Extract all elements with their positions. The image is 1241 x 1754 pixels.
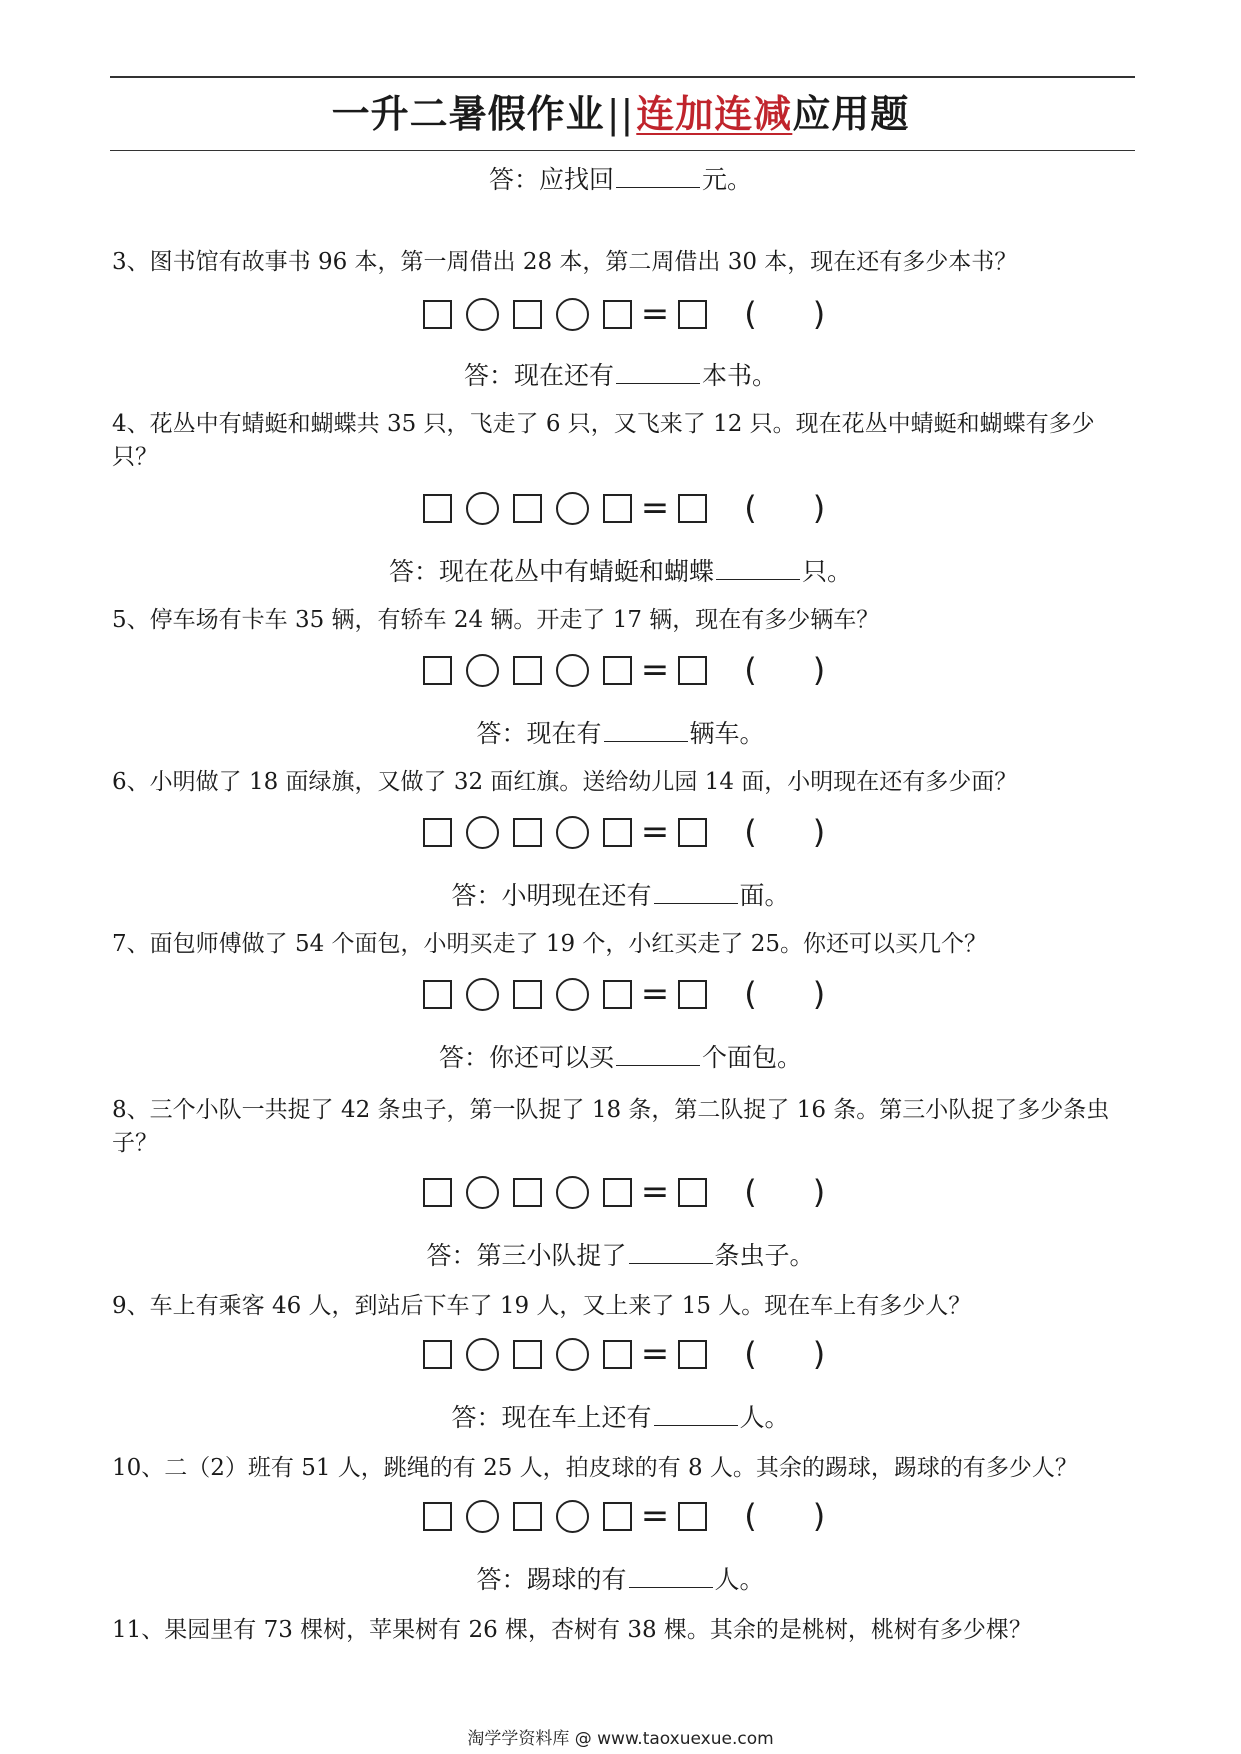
operator-circle[interactable]	[466, 298, 499, 331]
question-3: 3、图书馆有故事书 96 本，第一周借出 28 本，第二周借出 30 本，现在还有多少本书？	[112, 249, 1018, 275]
number-box[interactable]	[513, 818, 542, 847]
equation-9	[0, 1334, 1241, 1374]
result-box[interactable]	[678, 818, 707, 847]
result-box[interactable]	[678, 1178, 707, 1207]
number-box[interactable]	[603, 656, 632, 685]
number-box[interactable]	[603, 300, 632, 329]
equation-5	[0, 650, 1241, 690]
equals-sign: =	[640, 650, 670, 690]
answer-suffix: 面。	[739, 881, 790, 910]
operator-circle[interactable]	[466, 1338, 499, 1371]
question-8: 8、三个小队一共捉了 42 条虫子，第一队捉了 18 条，第二队捉了 16 条。第三小队捉了多少条虫子？	[112, 1097, 1110, 1156]
answer-4	[0, 554, 1241, 590]
answer-suffix: 人。	[714, 1565, 765, 1594]
number-box[interactable]	[513, 1502, 542, 1531]
equals-sign: =	[640, 1334, 670, 1374]
page-title	[0, 84, 1241, 144]
footer-watermark: 淘学学资料库 @ www.taoxuexue.com	[467, 1729, 774, 1749]
operator-circle[interactable]	[556, 816, 589, 849]
answer-suffix: 辆车。	[689, 719, 765, 748]
number-box[interactable]	[603, 1502, 632, 1531]
unit-parentheses[interactable]: ( )	[744, 489, 826, 527]
answer-prefix: 答：小明现在还有	[451, 881, 652, 910]
number-box[interactable]	[513, 494, 542, 523]
equation-8	[0, 1172, 1241, 1212]
result-box[interactable]	[678, 980, 707, 1009]
unit-parentheses[interactable]: ( )	[744, 1173, 826, 1211]
equals-sign: =	[640, 1496, 670, 1536]
number-box[interactable]	[603, 1178, 632, 1207]
answer-blank[interactable]	[616, 361, 700, 384]
operator-circle[interactable]	[556, 1338, 589, 1371]
answer-6	[0, 878, 1241, 914]
number-box[interactable]	[603, 494, 632, 523]
answer-prefix: 答：现在花丛中有蜻蜓和蝴蝶	[388, 557, 714, 586]
equals-sign: =	[640, 812, 670, 852]
equation-4	[0, 488, 1241, 528]
header-top-rule	[110, 76, 1135, 78]
operator-circle[interactable]	[556, 978, 589, 1011]
operator-circle[interactable]	[466, 1176, 499, 1209]
operator-circle[interactable]	[466, 1500, 499, 1533]
answer-suffix: 个面包。	[702, 1043, 803, 1072]
equals-sign: =	[640, 974, 670, 1014]
answer-suffix: 人。	[739, 1403, 790, 1432]
answer-blank[interactable]	[604, 719, 688, 742]
answer-suffix: 元。	[702, 165, 753, 194]
number-box[interactable]	[603, 818, 632, 847]
answer-5	[0, 716, 1241, 752]
answer-prefix: 答：现在还有	[463, 361, 614, 390]
answer-blank[interactable]	[616, 165, 700, 188]
equals-sign: =	[640, 488, 670, 528]
number-box[interactable]	[423, 656, 452, 685]
title-tail: 应用题	[792, 92, 910, 136]
answer-10	[0, 1562, 1241, 1598]
unit-parentheses[interactable]: ( )	[744, 1497, 826, 1535]
equation-10	[0, 1496, 1241, 1536]
equation-6	[0, 812, 1241, 852]
operator-circle[interactable]	[466, 816, 499, 849]
answer-blank[interactable]	[654, 1403, 738, 1426]
number-box[interactable]	[603, 1340, 632, 1369]
unit-parentheses[interactable]: ( )	[744, 295, 826, 333]
question-10: 10、二（2）班有 51 人，跳绳的有 25 人，拍皮球的有 8 人。其余的踢球，踢球的有多少人？	[112, 1455, 1078, 1481]
answer-prefix: 答：你还可以买	[438, 1043, 614, 1072]
result-box[interactable]	[678, 1502, 707, 1531]
result-box[interactable]	[678, 656, 707, 685]
operator-circle[interactable]	[466, 978, 499, 1011]
unit-parentheses[interactable]: ( )	[744, 975, 826, 1013]
operator-circle[interactable]	[556, 654, 589, 687]
answer-blank[interactable]	[629, 1565, 713, 1588]
operator-circle[interactable]	[466, 654, 499, 687]
unit-parentheses[interactable]: ( )	[744, 813, 826, 851]
answer-prefix: 答：现在有	[476, 719, 602, 748]
number-box[interactable]	[513, 980, 542, 1009]
question-5: 5、停车场有卡车 35 辆，有轿车 24 辆。开走了 17 辆，现在有多少辆车？	[112, 607, 880, 633]
number-box[interactable]	[423, 494, 452, 523]
number-box[interactable]	[513, 300, 542, 329]
operator-circle[interactable]	[556, 492, 589, 525]
answer-prefix: 答：踢球的有	[476, 1565, 627, 1594]
number-box[interactable]	[423, 1340, 452, 1369]
answer-suffix: 本书。	[702, 361, 778, 390]
answer-8	[0, 1238, 1241, 1274]
number-box[interactable]	[513, 1178, 542, 1207]
equals-sign: =	[640, 294, 670, 334]
answer-7	[0, 1040, 1241, 1076]
header-bottom-rule	[110, 150, 1135, 151]
question-9: 9、车上有乘客 46 人，到站后下车了 19 人，又上来了 15 人。现在车上有多少人？	[112, 1293, 972, 1319]
operator-circle[interactable]	[556, 298, 589, 331]
number-box[interactable]	[423, 1178, 452, 1207]
number-box[interactable]	[423, 1502, 452, 1531]
operator-circle[interactable]	[556, 1176, 589, 1209]
answer-suffix: 只。	[802, 557, 853, 586]
answer-3	[0, 358, 1241, 394]
answer-blank[interactable]	[654, 881, 738, 904]
title-highlight: 连加连减	[636, 92, 793, 136]
operator-circle[interactable]	[556, 1500, 589, 1533]
question-6: 6、小明做了 18 面绿旗，又做了 32 面红旗。送给幼儿园 14 面，小明现在还有多少面？	[112, 769, 1018, 795]
answer-prefix: 答：现在车上还有	[451, 1403, 652, 1432]
answer-suffix: 条虫子。	[714, 1241, 815, 1270]
number-box[interactable]	[603, 980, 632, 1009]
number-box[interactable]	[423, 300, 452, 329]
equation-3	[0, 294, 1241, 334]
equals-sign: =	[640, 1172, 670, 1212]
answer-blank[interactable]	[716, 557, 800, 580]
number-box[interactable]	[513, 1340, 542, 1369]
answer-blank[interactable]	[629, 1241, 713, 1264]
number-box[interactable]	[513, 656, 542, 685]
answer-2	[0, 162, 1241, 198]
unit-parentheses[interactable]: ( )	[744, 651, 826, 689]
answer-prefix: 答：第三小队捉了	[426, 1241, 627, 1270]
number-box[interactable]	[423, 980, 452, 1009]
question-7: 7、面包师傅做了 54 个面包，小明买走了 19 个，小红买走了 25。你还可以买几个？	[112, 931, 987, 957]
operator-circle[interactable]	[466, 492, 499, 525]
question-4: 4、花丛中有蜻蜓和蝴蝶共 35 只，飞走了 6 只，又飞来了 12 只。现在花丛中蜻蜓和蝴蝶有多少只？	[112, 411, 1095, 470]
title-main: 一升二暑假作业	[331, 92, 605, 136]
result-box[interactable]	[678, 494, 707, 523]
answer-blank[interactable]	[616, 1043, 700, 1066]
result-box[interactable]	[678, 1340, 707, 1369]
answer-9	[0, 1400, 1241, 1436]
result-box[interactable]	[678, 300, 707, 329]
unit-parentheses[interactable]: ( )	[744, 1335, 826, 1373]
equation-7	[0, 974, 1241, 1014]
question-11: 11、果园里有 73 棵树，苹果树有 26 棵，杏树有 38 棵。其余的是桃树，桃树有多少棵？	[112, 1617, 1032, 1643]
answer-prefix: 答：应找回	[488, 165, 614, 194]
number-box[interactable]	[423, 818, 452, 847]
title-separator: ||	[606, 92, 635, 136]
